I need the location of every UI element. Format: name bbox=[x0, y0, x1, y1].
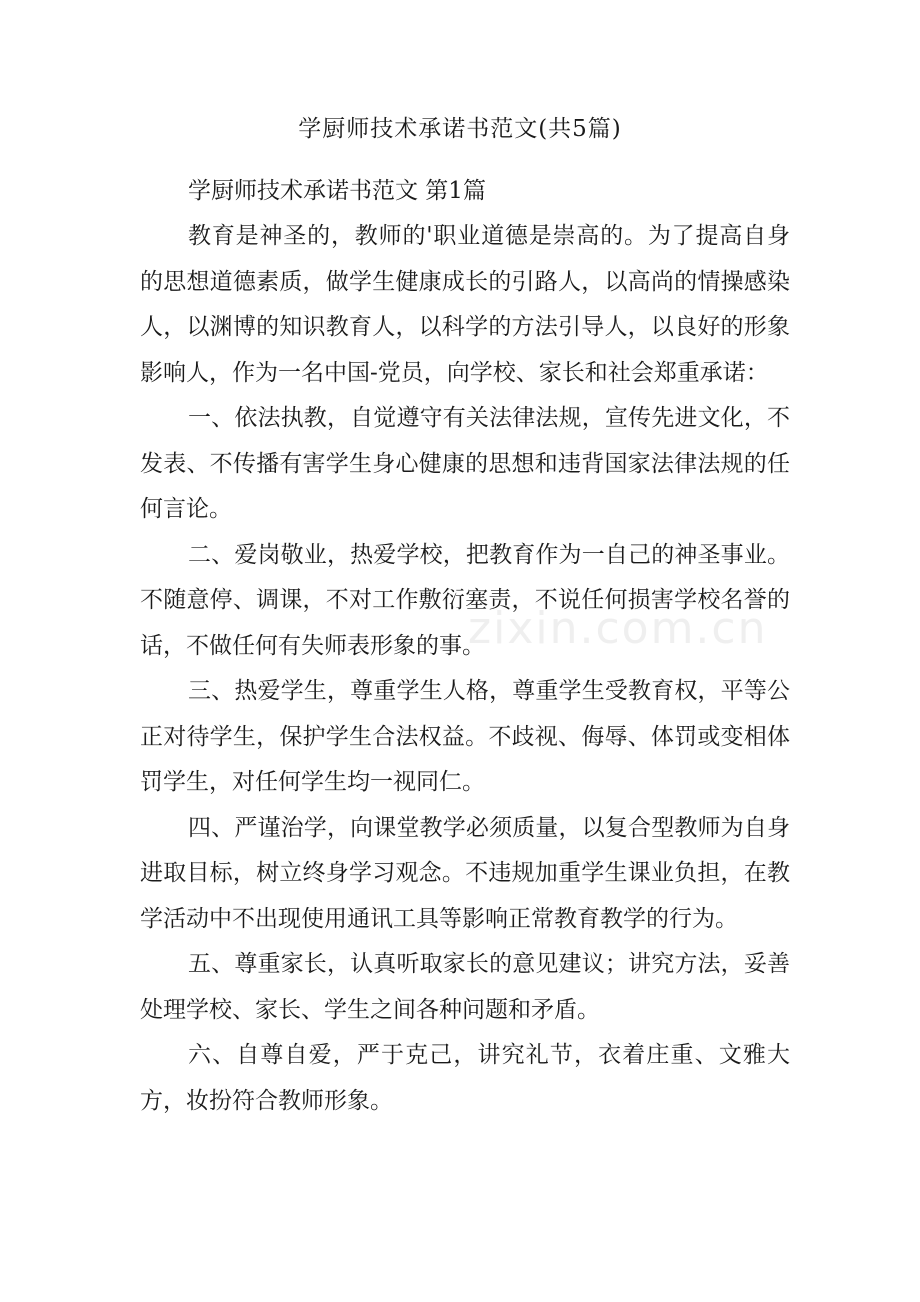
paragraph-item-4: 四、严谨治学，向课堂教学必须质量，以复合型教师为自身进取目标，树立终身学习观念。不违规加重学生课业负担，在教学活动中不出现使用通讯工具等影响正常教育教学的行为。 bbox=[140, 814, 790, 932]
paragraph-item-2: 二、爱岗敬业，热爱学校，把教育作为一自己的神圣事业。不随意停、调课，不对工作敷衍塞责，不说任何损害学校名誉的话，不做任何有失师表形象的事。 bbox=[140, 541, 790, 659]
paragraph-intro: 教育是神圣的，教师的'职业道德是崇高的。为了提高自身的思想道德素质，做学生健康成长的引路人，以高尚的情操感染人，以渊博的知识教育人，以科学的方法引导人，以良好的形象影响人，作为一名中国-党员，向学校、家长和社会郑重承诺： bbox=[140, 223, 790, 386]
document-title: 学厨师技术承诺书范文(共5篇) bbox=[298, 116, 622, 142]
paragraph-item-1: 一、依法执教，自觉遵守有关法律法规，宣传先进文化，不发表、不传播有害学生身心健康的思想和违背国家法律法规的任何言论。 bbox=[140, 405, 790, 522]
watermark: zixin.com.cn bbox=[468, 603, 768, 654]
paragraph-item-5: 五、尊重家长，认真听取家长的意见建议；讲究方法，妥善处理学校、家长、学生之间各种问题和矛盾。 bbox=[140, 951, 790, 1023]
document-body bbox=[140, 168, 790, 1124]
paragraph-item-3: 三、热爱学生，尊重学生人格，尊重学生受教育权，平等公正对待学生，保护学生合法权益。不歧视、侮辱、体罚或变相体罚学生，对任何学生均一视同仁。 bbox=[140, 678, 790, 795]
section-heading: 学厨师技术承诺书范文 第1篇 bbox=[188, 178, 486, 204]
paragraph-item-6: 六、自尊自爱，严于克己，讲究礼节，衣着庄重、文雅大方，妆扮符合教师形象。 bbox=[140, 1042, 790, 1114]
